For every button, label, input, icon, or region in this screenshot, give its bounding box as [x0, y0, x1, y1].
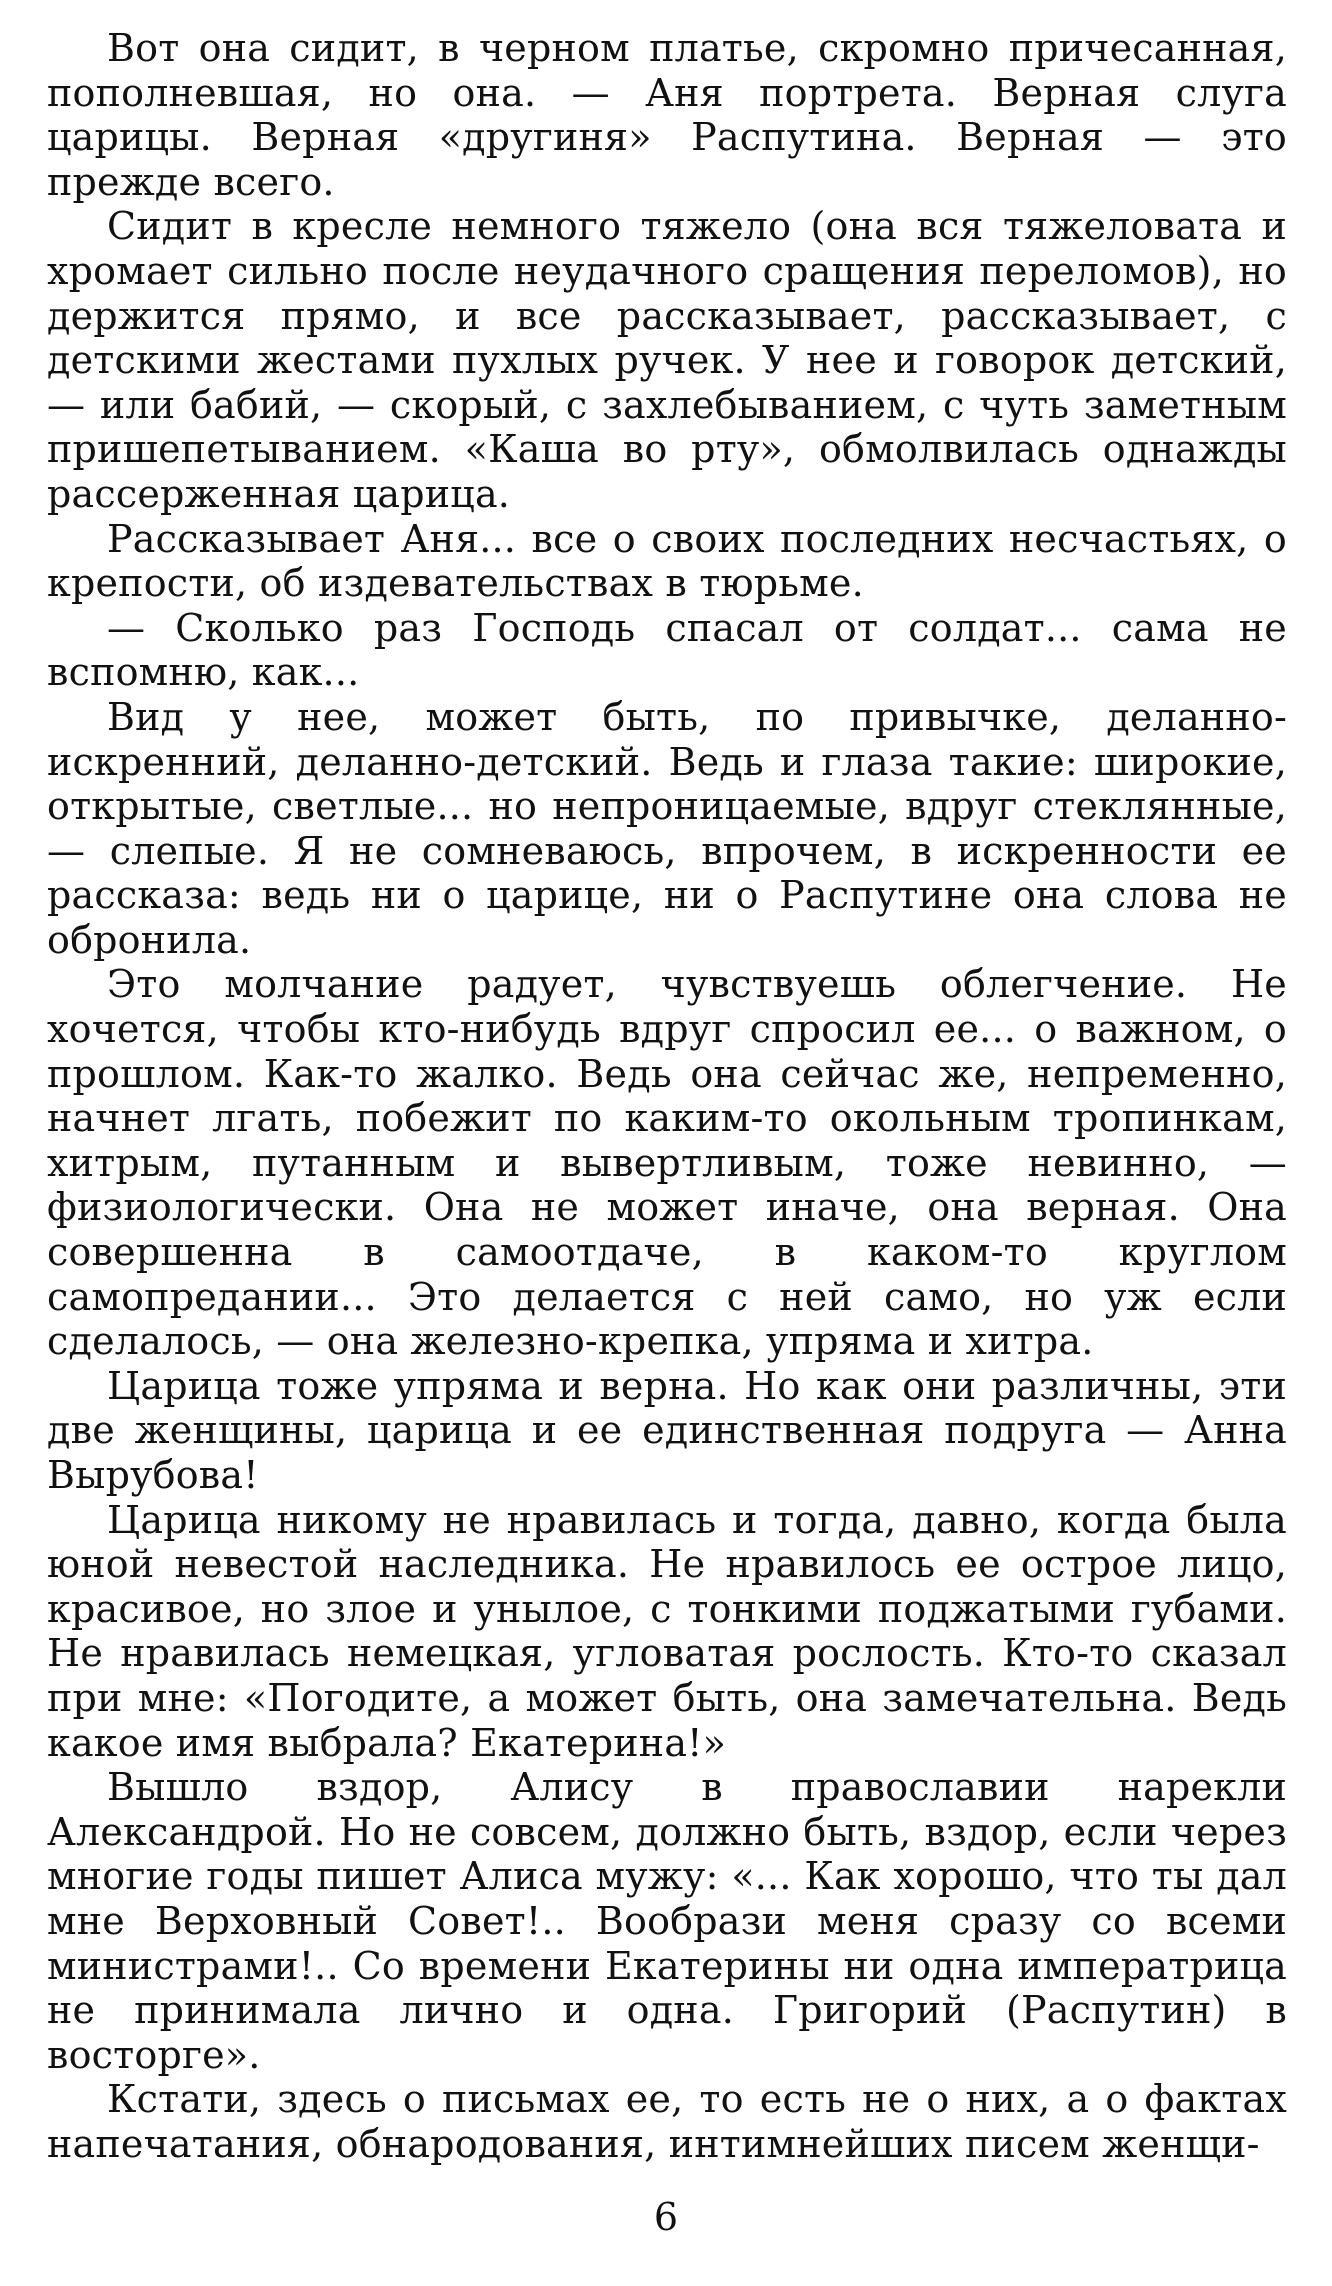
- paragraph: Царица тоже упряма и верна. Но как они различны, эти две женщины, царица и ее единственная подруга — Анна Вырубова!: [47, 1363, 1287, 1497]
- paragraph: Царица никому не нравилась и тогда, давно, когда была юной невестой наследника. Не нравилось ее острое лицо, красивое, но злое и унылое, с тонкими поджатыми губами. Не нравилась немецкая, угловатая рослость. Кто-то сказал при мне: «Погодите, а может быть, она замечательна. Ведь какое имя выбрала? Екатерина!»: [47, 1497, 1287, 1765]
- paragraph: Это молчание радует, чувствуешь облегчение. Не хочется, чтобы кто-нибудь вдруг спросил ее... о важном, о прошлом. Как-то жалко. Ведь она сейчас же, непременно, начнет лгать, побежит по каким-то окольным тропинкам, хитрым, путанным и вывертливым, тоже невинно, — физиологически. Она не может иначе, она верная. Она совершенна в самоотдаче, в каком-то круглом самопредании... Это делается с ней само, но уж если сделалось, — она железно-крепка, упряма и хитра.: [47, 962, 1287, 1364]
- paragraph: Рассказывает Аня... все о своих последних несчастьях, о крепости, об издевательствах в тюрьме.: [47, 516, 1287, 606]
- paragraph: — Сколько раз Господь спасал от солдат... сама не вспомню, как...: [47, 605, 1287, 695]
- paragraph: Вид у нее, может быть, по привычке, деланно-искренний, деланно-детский. Ведь и глаза такие: широкие, открытые, светлые... но непроницаемые, вдруг стеклянные, — слепые. Я не сомневаюсь, впрочем, в искренности ее рассказа: ведь ни о царице, ни о Распутине она слова не обронила.: [47, 694, 1287, 962]
- page-body: [47, 26, 1287, 2167]
- paragraph: Вот она сидит, в черном платье, скромно причесанная, пополневшая, но она. — Аня портрета. Верная слуга царицы. Верная «другиня» Распутина. Верная — это прежде всего.: [47, 26, 1287, 204]
- paragraph: Вышло вздор, Алису в православии нарекли Александрой. Но не совсем, должно быть, вздор, если через многие годы пишет Алиса мужу: «... Как хорошо, что ты дал мне Верховный Совет!.. Вообрази меня сразу со всеми министрами!.. Со времени Екатерины ни одна императрица не принимала лично и одна. Григорий (Распутин) в восторге».: [47, 1765, 1287, 2077]
- page-number: 6: [653, 2195, 679, 2239]
- paragraph: Кстати, здесь о письмах ее, то есть не о них, а о фактах напечатания, обнародования, интимнейших писем женщи-: [47, 2077, 1287, 2166]
- paragraph: Сидит в кресле немного тяжело (она вся тяжеловата и хромает сильно после неудачного сращения переломов), но держится прямо, и все рассказывает, рассказывает, с детскими жестами пухлых ручек. У нее и говорок детский, — или бабий, — скорый, с захлебыванием, с чуть заметным пришепетыванием. «Каша во рту», обмолвилась однажды рассерженная царица.: [47, 204, 1287, 516]
